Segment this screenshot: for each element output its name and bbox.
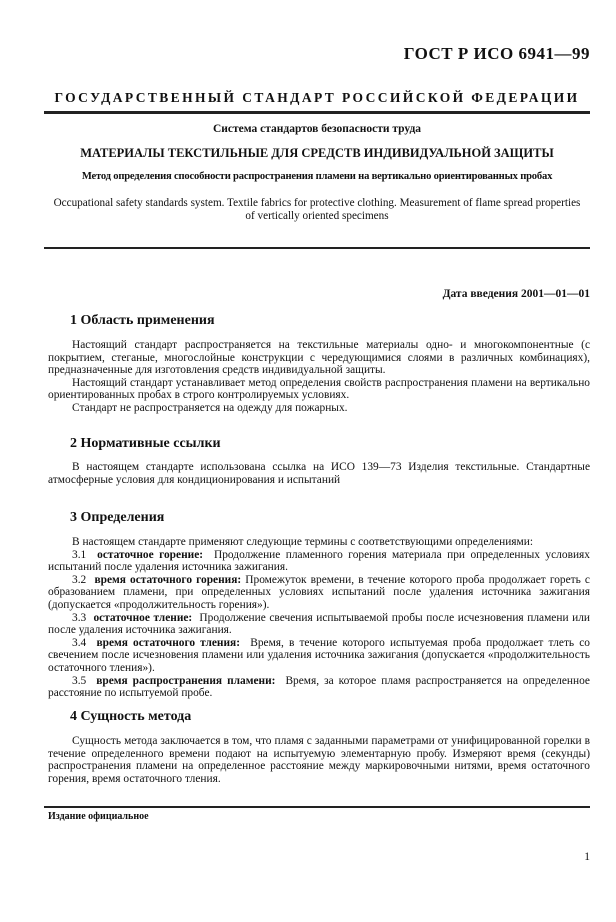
section-body — [48, 461, 590, 486]
definition — [48, 549, 590, 574]
term-number: 3.2 — [72, 573, 87, 586]
term-definition: Время, в течение которого испытуемая проба продолжает тлеть со свечением после исчезновения пламени или удаления источника зажигания (допускается «продолжительность остаточного тления»). — [48, 636, 590, 674]
header-divider — [44, 111, 590, 114]
section-heading: 4 Сущность метода — [70, 709, 192, 724]
section-heading: 3 Определения — [70, 510, 165, 525]
section-heading: 1 Область применения — [70, 313, 215, 328]
term-definition: Промежуток времени, в течение которого проба продолжает гореть с образованием пламени, при определенных условиях испытаний после удаления источника зажигания (допускается «продолжительность горения»). — [48, 573, 590, 611]
main-title: МАТЕРИАЛЫ ТЕКСТИЛЬНЫЕ ДЛЯ СРЕДСТВ ИНДИВИДУАЛЬНОЙ ЗАЩИТЫ — [80, 146, 554, 160]
definition — [48, 612, 590, 637]
introduction-date: Дата введения 2001—01—01 — [442, 288, 590, 300]
term: остаточное горение: — [97, 548, 204, 561]
standard-code: ГОСТ Р ИСО 6941—99 — [403, 44, 590, 63]
method-title: Метод определения способности распространения пламени на вертикально ориентированных пробах — [81, 171, 553, 182]
term-definition: Продолжение пламенного горения материала при определенных условиях испытаний после удаления источника зажигания. — [48, 548, 590, 574]
definition — [48, 675, 590, 700]
term-number: 3.1 — [72, 548, 87, 561]
page-number: 1 — [584, 851, 590, 863]
system-title: Система стандартов безопасности труда — [212, 123, 422, 135]
term-number: 3.5 — [72, 674, 87, 687]
section-body — [48, 735, 590, 785]
paragraph: В настоящем стандарте применяют следующие термины с соответствующими определениями: — [72, 536, 534, 548]
paragraph: Стандарт не распространяется на одежду для пожарных. — [72, 401, 348, 414]
term-definition: Время, за которое пламя распространяется на определенное расстояние по испытуемой пробе. — [48, 674, 590, 700]
definition — [48, 574, 590, 612]
term-number: 3.4 — [72, 636, 87, 649]
section-body — [48, 339, 590, 415]
paragraph: Настоящий стандарт распространяется на текстильные материалы одно- и многокомпонентные (с покрытием, стеганые, многослойные конструкции с чередующимися слоями в различных комбинациях), предназначенные для изготовления средств индивидуальной защиты. — [48, 339, 590, 377]
title-divider — [44, 247, 590, 249]
document-header-title: ГОСУДАРСТВЕННЫЙ СТАНДАРТ РОССИЙСКОЙ ФЕДЕРАЦИИ — [54, 90, 580, 105]
term: время распространения пламени: — [96, 674, 276, 687]
english-title: Occupational safety standards system. Textile fabrics for protective clothing. Measurement of flame spread properties of vertically oriented specimens — [53, 197, 581, 222]
term: время остаточного горения: — [94, 573, 242, 586]
term: время остаточного тления: — [96, 636, 240, 649]
term: остаточное тление: — [93, 611, 193, 624]
term-definition: Продолжение свечения испытываемой пробы после исчезновения пламени или после удаления источника зажигания. — [48, 611, 590, 637]
term-number: 3.3 — [72, 611, 87, 624]
footer-divider — [44, 806, 590, 808]
paragraph: Сущность метода заключается в том, что пламя с заданными параметрами от унифицированной горелки в течение определенного времени подают на испытуемую элементарную пробу. Измеряют время (секунды) распространения пламени на определенное расстояние между маркировочными нитями, время остаточного горения, время остаточного тления. — [48, 735, 590, 785]
section-body — [48, 536, 590, 700]
section-heading: 2 Нормативные ссылки — [70, 436, 221, 451]
paragraph: В настоящем стандарте использована ссылка на ИСО 139—73 Изделия текстильные. Стандартные атмосферные условия для кондиционирования и испытаний — [48, 461, 590, 486]
definition — [48, 637, 590, 675]
edition-label: Издание официальное — [48, 811, 149, 822]
paragraph: Настоящий стандарт устанавливает метод определения свойств распространения пламени на вертикально ориентированных пробах в строго контролируемых условиях. — [48, 376, 590, 402]
